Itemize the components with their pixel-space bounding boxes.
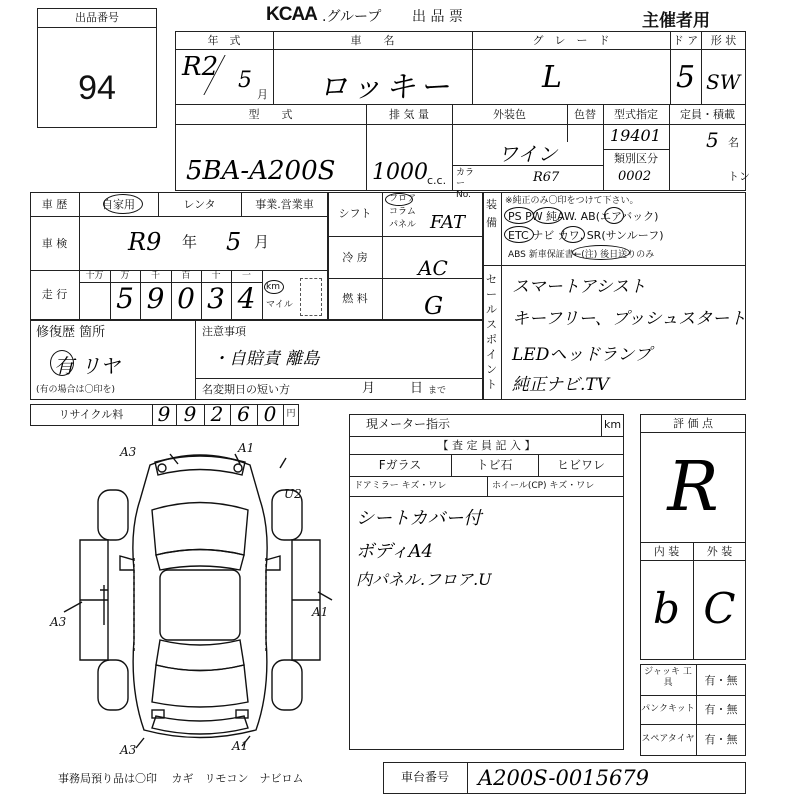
load-unit: トン <box>728 170 750 183</box>
digit-label-1: 一 <box>241 271 251 281</box>
score-label: 評 価 点 <box>673 417 713 430</box>
diagram-mark-right-side: A1 <box>312 605 329 619</box>
shift-option-floor: フロア <box>389 194 417 204</box>
sales-point-1: スマートアシスト <box>512 277 646 297</box>
options-note: ※純正のみ〇印をつけて下さい。 <box>505 196 639 206</box>
caution-value: ・自賠責 離島 <box>212 349 320 369</box>
mileage-digit-10: 3 <box>207 282 225 315</box>
sheet-title: 出 品 票 <box>412 9 463 25</box>
stone-chip-label: トビ石 <box>476 458 513 472</box>
diagram-mark-right-fender: U2 <box>284 487 302 501</box>
shaken-month: 5 <box>226 228 242 256</box>
diagram-mark-front-left: A3 <box>120 445 137 459</box>
digit-label-100: 百 <box>181 271 191 281</box>
deadline-month: 月 <box>362 381 376 396</box>
model-code: 5BA-A200S <box>186 156 336 186</box>
mileage-mile-label: マイル <box>266 300 293 310</box>
car-damage-diagram <box>50 440 340 760</box>
doors-value: 5 <box>676 60 696 95</box>
caution-label: 注意事項 <box>202 325 246 338</box>
category-number: 0002 <box>618 169 652 184</box>
sales-point-3: LEDヘッドランプ <box>512 345 652 365</box>
recycle-unit: 円 <box>286 409 296 419</box>
ac-value: AC <box>418 256 448 280</box>
recycle-digit-4: 6 <box>237 402 250 426</box>
shaken-month-unit: 月 <box>254 233 270 251</box>
digit-label-1k: 千 <box>150 271 160 281</box>
model-year-month-unit: 月 <box>257 88 268 101</box>
copy-label: 主催者用 <box>642 11 710 31</box>
doors-label: ド ア <box>672 34 699 47</box>
body-type-label: 形 状 <box>710 34 737 47</box>
category-label: 類別区分 <box>614 152 658 165</box>
shift-option-panel: パネル <box>389 220 417 230</box>
body-shape-value: SW <box>706 70 741 94</box>
diagram-mark-left-side: A3 <box>50 615 67 629</box>
recycle-digit-2: 9 <box>183 402 197 426</box>
office-custody-items: 事務局預り品は〇印 カギ リモコン ナビロム <box>58 772 304 785</box>
exterior-color-label: 外装色 <box>493 108 526 121</box>
fuel-label: 燃 料 <box>342 292 368 305</box>
history-label: 車 歴 <box>41 198 68 211</box>
crack-label: ヒビワレ <box>556 458 605 472</box>
chassis-number: A200S-0015679 <box>478 766 650 790</box>
overall-score: R <box>667 448 719 527</box>
seats-label: 定員・積載 <box>680 108 735 121</box>
shift-option-column: コラム <box>389 207 416 217</box>
recycle-fee-label: リサイクル料 <box>58 408 124 421</box>
history-private: 自家用 <box>102 198 135 211</box>
repair-history-sublabel: (有の場合は〇印を) <box>36 385 116 395</box>
jack-tools-label: ジャッキ 工 具 <box>644 667 692 688</box>
type-cert-number: 19401 <box>610 126 661 145</box>
displacement-label: 排 気 量 <box>389 108 429 121</box>
options-line-3: ABS 新車保証書←(注) 後日送りのみ <box>508 250 655 260</box>
spare-tire-value: 有・無 <box>704 733 738 746</box>
meter-unit: km <box>603 418 622 431</box>
history-rental: レンタ <box>183 198 216 211</box>
color-number: R67 <box>533 170 560 185</box>
options-line-2: ETC ナビ カワ. SR(サンルーフ) <box>508 229 664 242</box>
puncture-kit-label: パンクキット <box>641 704 695 714</box>
digit-label-10k: 万 <box>120 271 130 281</box>
sales-point-4: 純正ナビ.TV <box>512 375 610 395</box>
auction-brand-logo: KCAA <box>266 4 317 25</box>
inspector-title: 【 査 定 員 記 入 】 <box>437 439 536 452</box>
sales-point-2: キーフリー、プッシュスタート <box>512 309 747 329</box>
mileage-label: 走 行 <box>41 288 68 301</box>
diagram-mark-front-right: A1 <box>238 441 255 455</box>
auction-group-label: .グループ <box>322 9 382 25</box>
exterior-color: ワイン <box>498 142 558 166</box>
model-year-era: R2 <box>182 52 219 82</box>
car-name-label: 車 名 <box>350 34 395 47</box>
recycle-digit-3: 2 <box>210 402 224 426</box>
year-label: 年 式 <box>207 34 241 47</box>
interior-grade: b <box>653 584 680 633</box>
inspector-note-3: 内パネル.フロア.U <box>356 570 492 589</box>
options-line-1: PS PW 純AW. AB(エアバック) <box>508 210 659 223</box>
mileage-digit-1k: 9 <box>146 282 165 315</box>
shift-value: FAT <box>430 212 465 233</box>
puncture-kit-value: 有・無 <box>704 703 738 716</box>
repair-history-label: 修復歴 箇所 <box>36 325 106 340</box>
shaken-year-unit: 年 <box>182 233 198 251</box>
interior-grade-label: 内 装 <box>653 545 680 558</box>
jack-tools-value: 有・無 <box>704 674 738 687</box>
shift-label: シフト <box>338 207 372 220</box>
exterior-grade: C <box>703 584 736 633</box>
grade-value: L <box>542 60 562 95</box>
color-change-label: 色替 <box>574 108 596 121</box>
spare-tire-label: スペアタイヤ <box>641 734 695 744</box>
mileage-km-label: km <box>266 282 280 292</box>
type-cert-label: 型式指定 <box>614 108 658 121</box>
digit-label-100k: 十万 <box>85 271 104 281</box>
fuel-value: G <box>424 292 444 320</box>
lot-number-label: 出品番号 <box>75 11 119 24</box>
seats-unit: 名 <box>728 136 739 149</box>
seats-value: 5 <box>706 128 719 152</box>
lot-number: 94 <box>78 69 116 107</box>
shaken-era: R9 <box>128 228 162 256</box>
options-label: 装 備 <box>486 198 497 229</box>
diagram-mark-rear-right: A1 <box>232 739 249 753</box>
mirror-label: ドアミラー キズ・ワレ <box>354 481 447 491</box>
exterior-grade-label: 外 装 <box>706 545 733 558</box>
deadline-until: まで <box>428 386 447 396</box>
diagram-mark-rear-left: A3 <box>120 743 137 757</box>
car-name: ロッキー <box>318 70 454 105</box>
shaken-label: 車 検 <box>41 237 68 250</box>
recycle-digit-5: 0 <box>263 402 277 426</box>
mileage-digit-1: 4 <box>237 282 256 315</box>
chassis-number-label: 車台番号 <box>400 770 449 784</box>
displacement-value: 1000 <box>372 160 428 185</box>
inspector-note-1: シートカバー付 <box>356 508 482 529</box>
meter-label: 現メーター指示 <box>366 417 451 431</box>
deadline-day: 日 <box>410 381 424 396</box>
mileage-digit-100: 0 <box>177 282 195 315</box>
grade-label: グ レ ー ド <box>532 34 610 47</box>
digit-label-10: 十 <box>211 271 221 281</box>
displacement-unit: c.c. <box>427 174 447 187</box>
sales-points-label: セールスポイント <box>486 273 497 391</box>
glass-label: Fガラス <box>378 458 422 472</box>
model-year-month: 5 <box>238 68 252 93</box>
wheel-label: ホイール(CP) キズ・ワレ <box>492 481 595 491</box>
recycle-digit-1: 9 <box>157 402 171 426</box>
color-no-label: カラー No. <box>456 168 475 200</box>
mileage-digit-10k: 5 <box>116 282 134 315</box>
repair-history-value: 有 リヤ <box>54 354 120 378</box>
deadline-label: 名変期日の短い方 <box>202 383 290 396</box>
model-code-label: 型 式 <box>248 108 293 121</box>
ac-label: 冷 房 <box>342 251 368 264</box>
inspector-note-2: ボディA4 <box>356 541 434 562</box>
history-business: 事業.営業車 <box>255 198 314 211</box>
